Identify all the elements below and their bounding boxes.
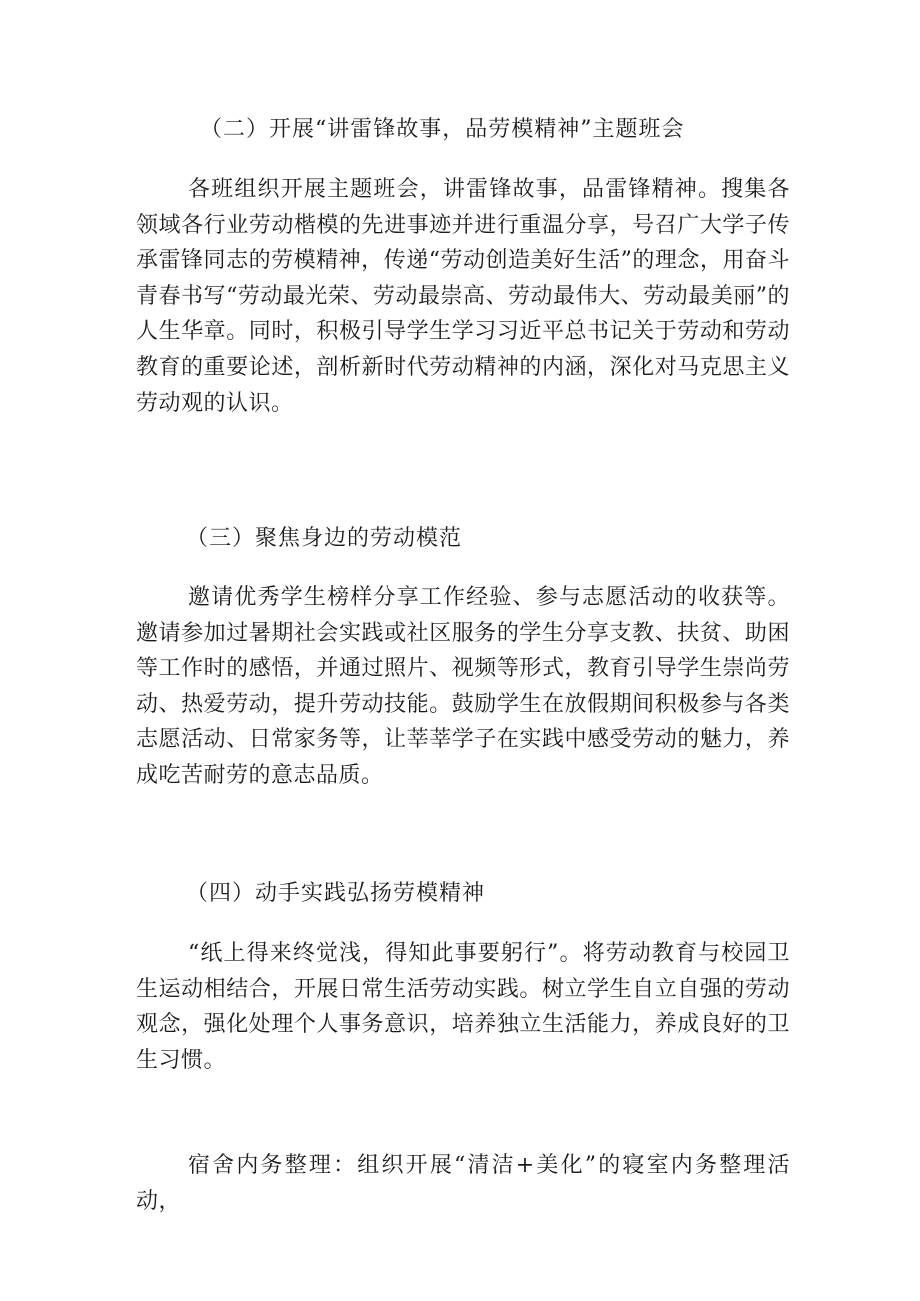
section-paragraph: 宿舍内务整理：组织开展“清洁+美化”的寝室内务整理活动，: [136, 1153, 790, 1214]
section-paragraph: “纸上得来终觉浅，得知此事要躬行”。将劳动教育与校园卫生运动相结合，开展日常生活劳动实践。树立学生自立自强的劳动观念，强化处理个人事务意识，培养独立生活能力，养成良好的卫生习惯。: [136, 941, 790, 1073]
section-heading: （四）动手实践弘扬劳模精神: [186, 881, 486, 906]
section-heading: （三）聚焦身边的劳动模范: [186, 526, 463, 551]
section-paragraph: 各班组织开展主题班会，讲雷锋故事，品雷锋精神。搜集各领域各行业劳动楷模的先进事迹并进行重温分享，号召广大学子传承雷锋同志的劳模精神，传递“劳动创造美好生活”的理念，用奋斗青春书写“劳动最光荣、劳动最崇高、劳动最伟大、劳动最美丽”的人生华章。同时，积极引导学生学习习近平总书记关于劳动和劳动教育的重要论述，剖析新时代劳动精神的内涵，深化对马克思主义劳动观的认识。: [136, 177, 790, 416]
section-paragraph: 邀请优秀学生榜样分享工作经验、参与志愿活动的收获等。邀请参加过暑期社会实践或社区服务的学生分享支教、扶贫、助困等工作时的感悟，并通过照片、视频等形式，教育引导学生崇尚劳动、热爱劳动，提升劳动技能。鼓励学生在放假期间积极参与各类志愿活动、日常家务等，让莘莘学子在实践中感受劳动的魅力，养成吃苦耐劳的意志品质。: [136, 585, 790, 788]
section-heading: （二）开展“讲雷锋故事，品劳模精神”主题班会: [200, 117, 685, 142]
